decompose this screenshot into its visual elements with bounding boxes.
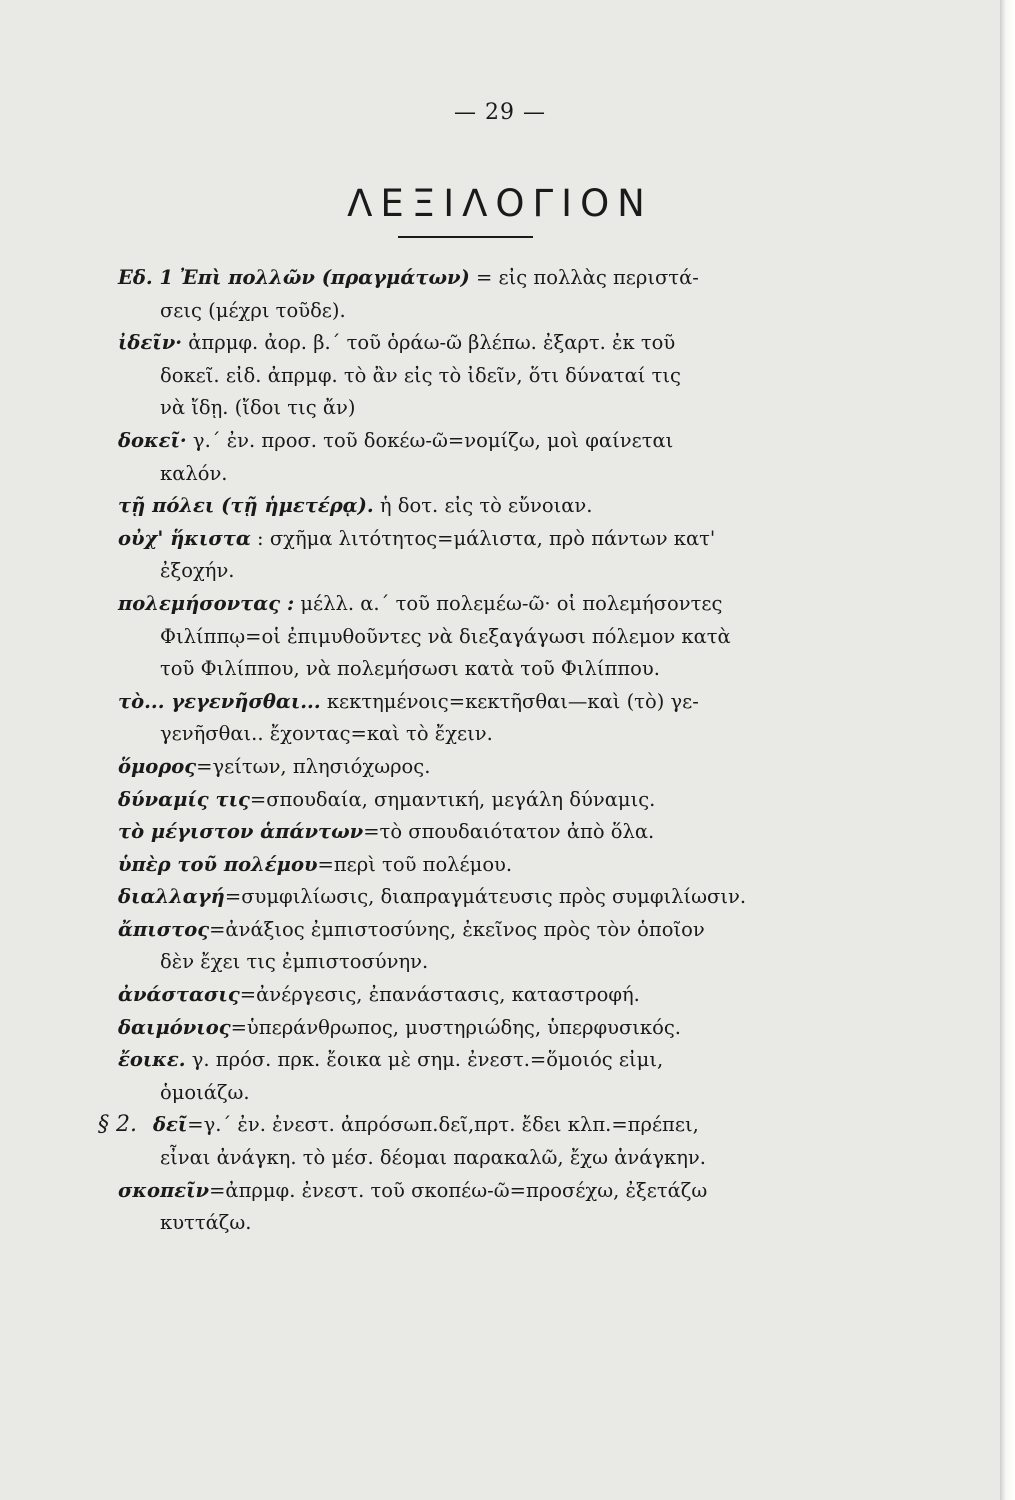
entry-first-line — [118, 588, 860, 621]
glossary-entry — [118, 881, 860, 914]
entry-definition: ἀπρμφ. ἀορ. β.΄ τοῦ ὁράω-ῶ βλέπω. ἐξαρτ. ἐκ τοῦ — [182, 331, 676, 355]
entry-continuation: ἐξοχήν. — [160, 559, 235, 583]
entry-continuation: τοῦ Φιλίππου, νὰ πολεμήσωσι κατὰ τοῦ Φιλίππου. — [160, 657, 660, 681]
glossary-entry — [118, 816, 860, 849]
entry-first-line — [118, 523, 860, 556]
glossary-entry — [118, 751, 860, 784]
entry-first-line — [118, 914, 860, 947]
entry-term: τὸ... γεγενῆσθαι... — [118, 689, 321, 713]
entry-first-line — [118, 262, 860, 295]
entry-term: ἄπιστος — [118, 917, 210, 941]
glossary-entry — [118, 523, 860, 588]
entry-definition: γ. πρόσ. πρκ. ἔοικα μὲ σημ. ἐνεστ.=ὅμοιός εἰμι, — [185, 1048, 664, 1072]
entry-term: τῇ πόλει (τῇ ἡμετέρᾳ). — [118, 494, 374, 518]
entry-definition: : σχῆμα λιτότητος=μάλιστα, πρὸ πάντων κατ' — [250, 526, 716, 550]
entry-definition: =ὑπεράνθρωπος, μυστηριώδης, ὑπερφυσικός. — [230, 1015, 681, 1039]
glossary-entry — [118, 784, 860, 817]
entry-continuation: κυττάζω. — [160, 1211, 252, 1235]
entry-definition: =συμφιλίωσις, διαπραγμάτευσις πρὸς συμφιλίωσιν. — [224, 885, 747, 909]
entry-definition: =σπουδαία, σημαντική, μεγάλη δύναμις. — [249, 787, 656, 811]
page-number: — 29 — — [454, 100, 546, 125]
entry-definition: γ.΄ ἐν. προσ. τοῦ δοκέω-ῶ=νομίζω, μοὶ φαίνεται — [186, 428, 674, 452]
entry-first-line — [118, 686, 860, 719]
entry-first-line — [118, 327, 860, 360]
glossary-entries — [98, 262, 860, 1240]
entry-term: ὅμορος — [118, 754, 197, 778]
entry-definition: = εἰς πολλὰς περιστά- — [469, 266, 699, 289]
entry-continuation: Φιλίππῳ=οἱ ἐπιμυθοῦντες νὰ διεξαγάγωσι πόλεμον κατὰ — [160, 624, 731, 648]
entry-first-line — [118, 849, 860, 882]
entry-continuation: δοκεῖ. εἰδ. ἀπρμφ. τὸ ἂν εἰς τὸ ἰδεῖν, ὅτι δύναταί τις — [160, 363, 681, 387]
entry-continuation: νὰ ἴδῃ. (ἴδοι τις ἄν) — [160, 396, 356, 420]
entry-definition: =γείτων, πλησιόχωρος. — [196, 754, 431, 778]
entry-first-line — [118, 425, 860, 458]
section-marker: § 2. — [98, 1112, 137, 1138]
glossary-entry — [118, 1012, 860, 1045]
entry-first-line — [118, 816, 860, 849]
entry-term: δύναμίς τις — [118, 787, 250, 811]
page-edge — [1000, 0, 1015, 1500]
entry-continuation: καλόν. — [160, 461, 228, 485]
glossary-entry — [118, 849, 860, 882]
entry-term: ἔοικε. — [118, 1048, 186, 1072]
glossary-entry — [118, 1175, 860, 1240]
entry-first-line — [118, 1012, 860, 1045]
entry-definition: =ἀνάξιος ἐμπιστοσύνης, ἐκεῖνος πρὸς τὸν ὁποῖον — [209, 917, 705, 941]
entry-term: δαιμόνιος — [118, 1015, 231, 1039]
glossary-entry — [118, 1044, 860, 1109]
entry-term: τὸ μέγιστον ἁπάντων — [118, 820, 364, 844]
entry-term: πολεμήσοντας : — [118, 591, 295, 615]
entry-term: ἰδεῖν· — [118, 331, 183, 355]
glossary-entry — [118, 327, 860, 425]
entry-continuation: γενῆσθαι.. ἔχοντας=καὶ τὸ ἔχειν. — [160, 722, 493, 746]
entry-definition: ἡ δοτ. εἰς τὸ εὔνοιαν. — [373, 494, 593, 518]
glossary-entry — [118, 979, 860, 1012]
entry-definition: =ἀπρμφ. ἐνεστ. τοῦ σκοπέω-ῶ=προσέχω, ἐξετάζω — [209, 1178, 708, 1202]
entry-term: σκοπεῖν — [118, 1178, 210, 1202]
entry-definition: κεκτημένοις=κεκτῆσθαι—καὶ (τὸ) γε- — [320, 689, 699, 713]
entry-definition: =τὸ σπουδαιότατον ἀπὸ ὅλα. — [363, 820, 655, 844]
glossary-entry — [118, 425, 860, 490]
entry-first-line — [98, 1109, 860, 1142]
entry-first-line — [118, 751, 860, 784]
entry-first-line — [118, 979, 860, 1012]
glossary-entry — [118, 686, 860, 751]
entry-continuation: δὲν ἔχει τις ἐμπιστοσύνην. — [160, 950, 429, 974]
entry-definition: =γ.΄ ἐν. ἐνεστ. ἀπρόσωπ.δεῖ,πρτ. ἔδει κλπ.=πρέπει, — [187, 1113, 699, 1137]
entry-continuation: εἶναι ἀνάγκη. τὸ μέσ. δέομαι παρακαλῶ, ἔχω ἀνάγκην. — [160, 1146, 706, 1170]
entry-definition: μέλλ. α.΄ τοῦ πολεμέω-ῶ· οἱ πολεμήσοντες — [294, 591, 723, 615]
entry-term: δοκεῖ· — [118, 428, 187, 452]
glossary-entry — [118, 262, 860, 327]
glossary-entry — [98, 1109, 860, 1174]
entry-term: ὑπὲρ τοῦ πολέμου — [118, 852, 318, 876]
glossary-entry — [118, 914, 860, 979]
entry-term: οὐχ' ἥκιστα — [118, 526, 251, 550]
entry-term: διαλλαγή — [118, 885, 225, 909]
entry-first-line — [118, 881, 860, 914]
title-underline — [398, 236, 533, 238]
entry-term: δεῖ — [152, 1113, 188, 1137]
glossary-entry — [118, 490, 860, 523]
page-title: ΛΕΞΙΛΟΓΙΟΝ — [347, 182, 653, 225]
entry-definition: =περὶ τοῦ πολέμου. — [317, 852, 513, 876]
entry-continuation: ὁμοιάζω. — [160, 1080, 250, 1104]
entry-term: ἀνάστασις — [118, 983, 240, 1007]
entry-term: Εδ. 1 Ἐπὶ πολλῶν (πραγμάτων) — [118, 266, 470, 289]
entry-first-line — [118, 490, 860, 523]
glossary-entry — [118, 588, 860, 686]
entry-first-line — [118, 784, 860, 817]
entry-first-line — [118, 1175, 860, 1208]
entry-definition: =ἀνέργεσις, ἐπανάστασις, καταστροφή. — [239, 983, 640, 1007]
entry-continuation: σεις (μέχρι τοῦδε). — [160, 298, 346, 322]
entry-first-line — [118, 1044, 860, 1077]
